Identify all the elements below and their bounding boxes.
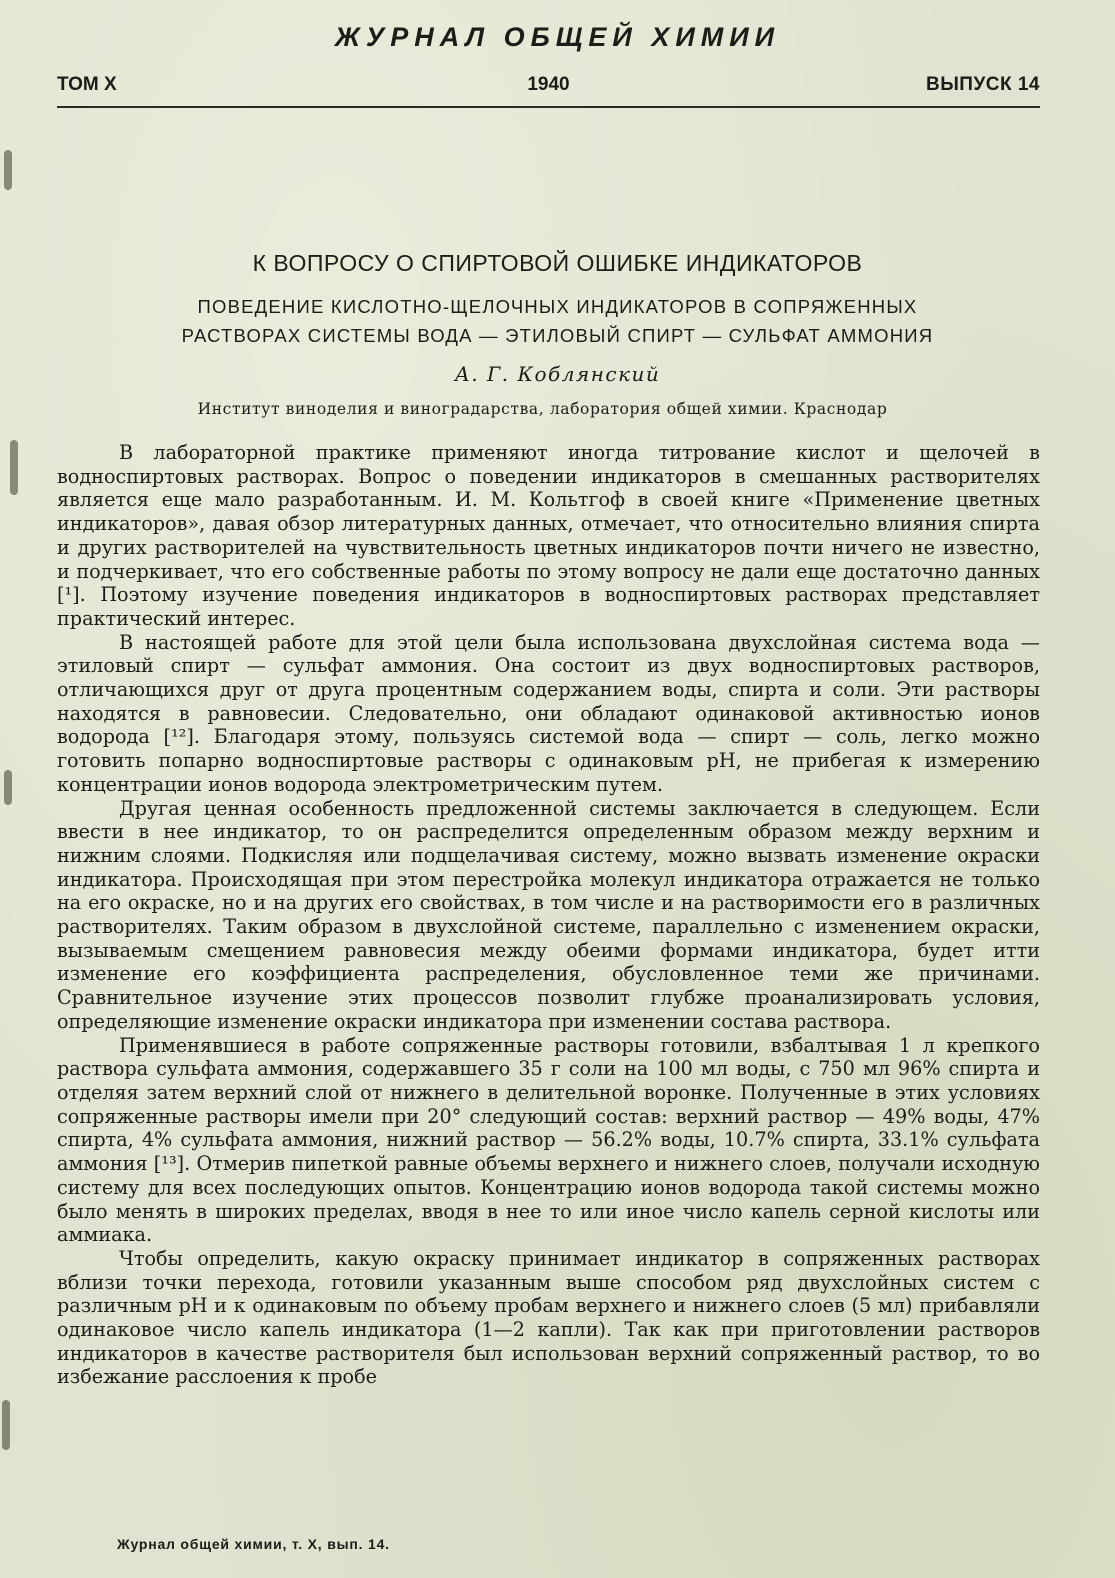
paragraph: Чтобы определить, какую окраску принимает индикатор в сопряженных растворах вблизи точки перехода, готовили указанным выше способом ряд двухслойных систем с различным pH и к одинаковым по объему пробам верхнего и нижнего слоев (5 мл) прибавляли одинаковое число капель индикатора (1—2 капли). Так как при приготовлении растворов индикаторов в качестве растворителя был использован верхний сопряженный раствор, то во избежание расслоения к пробе (57, 1246, 1040, 1389)
scan-artifact (2, 1400, 10, 1450)
year-label: 1940 (527, 74, 570, 95)
subtitle-line-2: РАСТВОРАХ СИСТЕМЫ ВОДА — ЭТИЛОВЫЙ СПИРТ — СУЛЬФАТ АММОНИЯ (181, 325, 934, 346)
affiliation: Институт виноделия и виноградарства, лаборатория общей химии. Краснодар (197, 400, 888, 418)
paragraph: В настоящей работе для этой цели была использована двухслойная система вода — этиловый спирт — сульфат аммония. Она состоит из двух водноспиртовых растворов, отличающихся друг от друга процентным содержанием воды, спирта и соли. Эти растворы находятся в равновесии. Следовательно, они обладают одинаковой активностью ионов водорода [¹²]. Благодаря этому, пользуясь системой вода — спирт — соль, легко можно готовить попарно водноспиртовые растворы с одинаковым pH, не прибегая к измерению концентрации ионов водорода электрометрическим путем. (57, 630, 1040, 796)
volume-label: ТОМ X (57, 74, 117, 95)
issue-header (57, 66, 1040, 108)
paragraph: Применявшиеся в работе сопряженные растворы готовили, взбалтывая 1 л крепкого раствора сульфата аммония, содержавшего 35 г соли на 100 мл воды, с 750 мл 96% спирта и отделяя затем верхний слой от нижнего в делительной воронке. Полученные в этих условиях сопряженные растворы имели при 20° следующий состав: верхний раствор — 49% воды, 47% спирта, 4% сульфата аммония, нижний раствор — 56.2% воды, 10.7% спирта, 33.1% сульфата аммония [¹³]. Отмерив пипеткой равные объемы верхнего и нижнего слоев, получали исходную систему для всех последующих опытов. Концентрацию ионов водорода такой системы можно было менять в широких пределах, вводя в нее то или иное число капель серной кислоты или аммиака. (57, 1033, 1040, 1247)
article-title: К ВОПРОСУ О СПИРТОВОЙ ОШИБКЕ ИНДИКАТОРОВ (252, 250, 863, 276)
paragraph: В лабораторной практике применяют иногда титрование кислот и щелочей в водноспиртовых растворах. Вопрос о поведении индикаторов в смешанных растворителях является еще мало разработанным. И. М. Кольтгоф в своей книге «Применение цветных индикаторов», давая обзор литературных данных, отмечает, что относительно влияния спирта и других растворителей на чувствительность цветных индикаторов почти ничего не известно, и подчеркивает, что его собственные работы по этому вопросу не дали еще достаточно данных [¹]. Поэтому изучение поведения индикаторов в водноспиртовых растворах представляет практический интерес. (57, 441, 1040, 630)
journal-name: ЖУРНАЛ ОБЩЕЙ ХИМИИ (334, 22, 781, 52)
article-body (57, 441, 1040, 1389)
paragraph: Другая ценная особенность предложенной системы заключается в следующем. Если ввести в нее индикатор, то он распределится определенным образом между верхним и нижним слоями. Подкисляя или подщелачивая систему, можно вызвать изменение окраски индикатора. Происходящая при этом перестройка молекул индикатора отражается не только на его окраске, но и на других его свойствах, в том числе и на растворимости его в различных растворителях. Таким образом в двухслойной системе, параллельно с изменением окраски, вызываемым смещением равновесия между обеими формами индикатора, будет итти изменение его коэффициента распределения, обусловленное теми же причинами. Сравнительное изучение этих процессов позволит глубже проанализировать условия, определяющие изменение окраски индикатора при изменении состава раствора. (57, 796, 1040, 1033)
scan-artifact (10, 440, 18, 495)
subtitle-line-1: ПОВЕДЕНИЕ КИСЛОТНО-ЩЕЛОЧНЫХ ИНДИКАТОРОВ В СОПРЯЖЕННЫХ (197, 296, 918, 317)
issue-label: ВЫПУСК 14 (925, 74, 1040, 95)
page-footer: Журнал общей химии, т. X, вып. 14. (117, 1536, 390, 1552)
author: А. Г. Коблянский (454, 362, 661, 386)
scan-artifact (4, 150, 12, 190)
scan-artifact (4, 770, 12, 805)
article-subtitle (85, 292, 1030, 350)
